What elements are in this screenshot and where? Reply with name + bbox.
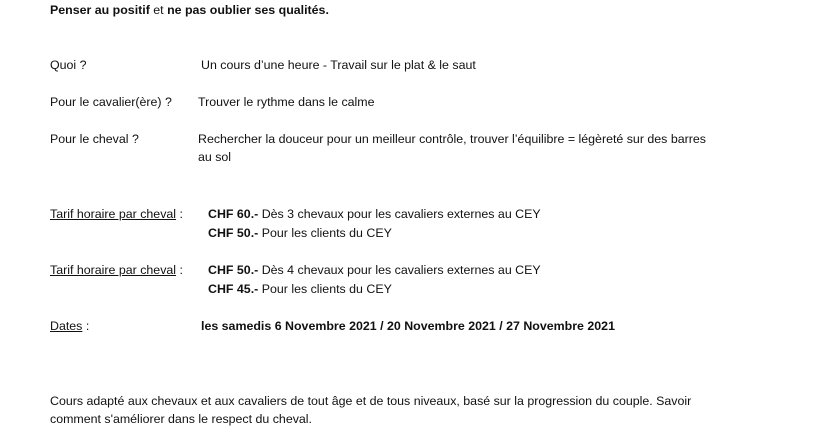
intro-line [50,1,329,19]
tarif-2-sep: : [176,263,183,277]
tarif-2-label-line [50,261,183,279]
tarif-2-label: Tarif horaire par cheval [50,263,177,277]
detail-label-cavalier: Pour le cavalier(ère) ? [50,95,172,109]
dates-label-line [50,317,89,335]
tarif-1-price-1: CHF 60.- [208,207,259,221]
tarif-2-row-2 [208,280,392,298]
intro-bold-1: Penser au positif [50,3,150,17]
tarif-1-price-2: CHF 50.- [208,226,259,240]
detail-value-quoi: Un cours d’une heure - Travail sur le plat & le saut [201,58,476,72]
detail-value-cheval-line1: Rechercher la douceur pour un meilleur contrôle, trouver l’équilibre = légèreté sur des barres [198,132,706,146]
tarif-1-row-2 [208,224,392,242]
tarif-2-price-2: CHF 45.- [208,282,259,296]
tarif-2-desc-2: Pour les clients du CEY [258,282,392,296]
tarif-2-price-1: CHF 50.- [208,263,259,277]
dates-value: les samedis 6 Novembre 2021 / 20 Novembre 2021 / 27 Novembre 2021 [201,319,615,333]
footer-line-2: comment s'améliorer dans le respect du cheval. [50,412,313,426]
detail-label-quoi: Quoi ? [50,58,87,72]
dates-label: Dates [50,319,83,333]
tarif-1-label: Tarif horaire par cheval [50,207,177,221]
tarif-1-desc-2: Pour les clients du CEY [258,226,392,240]
detail-value-cheval-line2: au sol [198,150,232,164]
dates-sep: : [82,319,90,333]
intro-bold-2: ne pas oublier ses qualités. [167,3,329,17]
tarif-1-desc-1: Dès 3 chevaux pour les cavaliers externes au CEY [258,207,541,221]
tarif-2-row-1 [208,261,541,279]
tarif-1-sep: : [176,207,183,221]
tarif-2-desc-1: Dès 4 chevaux pour les cavaliers externes au CEY [258,263,541,277]
intro-connector: et [149,3,168,17]
tarif-1-label-line [50,205,183,223]
footer-line-1: Cours adapté aux chevaux et aux cavaliers de tout âge et de tous niveaux, basé sur la progression du couple. Savoir [50,394,692,408]
detail-value-cavalier: Trouver le rythme dans le calme [198,95,375,109]
detail-label-cheval: Pour le cheval ? [50,132,139,146]
tarif-1-row-1 [208,205,541,223]
